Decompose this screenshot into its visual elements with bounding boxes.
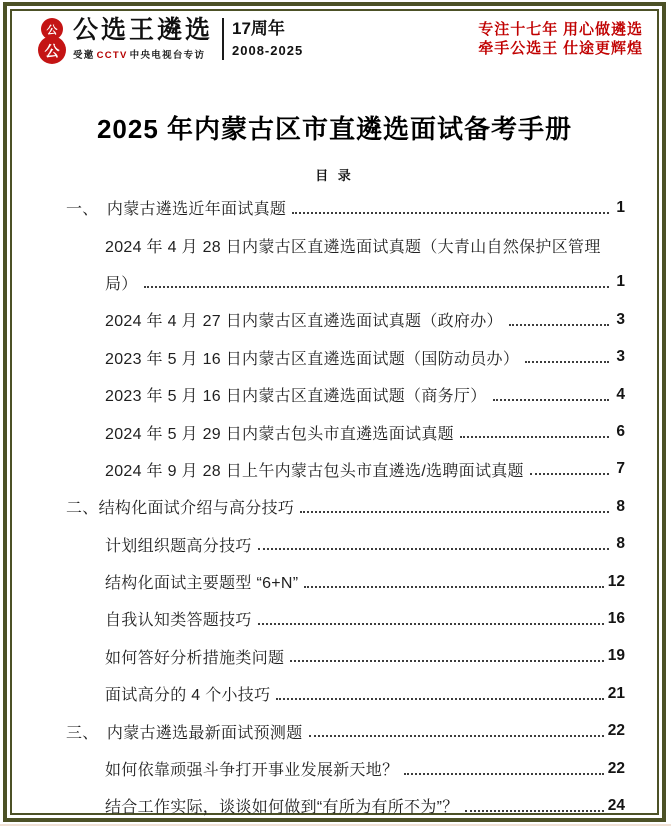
- toc-entry-text: 自我认知类答题技巧: [105, 612, 252, 630]
- toc-entry-text: 2023 年 5 月 16 日内蒙古区直遴选面试题（商务厅）: [105, 388, 487, 406]
- toc-entry-text: 计划组织题高分技巧: [105, 537, 252, 555]
- brand: [38, 16, 303, 65]
- anniversary-label: 17周年: [232, 19, 285, 38]
- toc-entry[interactable]: [66, 600, 625, 637]
- toc-entry-page: 1: [616, 273, 625, 291]
- toc-entry[interactable]: [66, 488, 625, 525]
- toc-entry-text: 如何答好分析措施类问题: [105, 649, 285, 667]
- toc-entry-page: 22: [607, 759, 625, 777]
- dot-leader: [309, 735, 604, 737]
- toc-entry-text: 2024 年 5 月 29 日内蒙古包头市直遴选面试真题: [105, 425, 454, 443]
- toc-entry-page: 12: [607, 572, 625, 590]
- toc-entry-text: 如何依靠顽强斗争打开事业发展新天地？: [105, 762, 399, 780]
- year-range: 2008-2025: [232, 43, 304, 58]
- slogan-line1: 专注十七年 用心做遴选: [478, 22, 643, 38]
- toc-entry[interactable]: [66, 189, 625, 226]
- toc-entry-page: 4: [616, 385, 625, 403]
- brand-text: [73, 16, 213, 61]
- toc-entry[interactable]: [66, 413, 625, 450]
- dot-leader: [144, 286, 609, 288]
- slogan-line2: 牵手公选王 仕途更辉煌: [478, 41, 643, 57]
- toc-entry-text: 2024 年 4 月 28 日内蒙古区直遴选面试真题（大青山自然保护区管理: [105, 238, 601, 256]
- cctv-logo: CCTV: [96, 50, 128, 61]
- toc-entry-page: 1: [616, 198, 625, 216]
- anniversary-block: [232, 16, 303, 58]
- dot-leader: [493, 399, 609, 401]
- brand-subtitle: [73, 47, 213, 61]
- dot-leader: [525, 361, 609, 363]
- document-title: 2025 年内蒙古区市直遴选面试备考手册: [96, 114, 573, 144]
- dot-leader: [404, 773, 603, 775]
- toc-entry[interactable]: [66, 226, 625, 263]
- toc-entry[interactable]: [66, 376, 625, 413]
- toc-entry[interactable]: [66, 264, 625, 301]
- toc-entry[interactable]: [66, 451, 625, 488]
- toc-entry[interactable]: [66, 301, 625, 338]
- toc-entry-text: 2023 年 5 月 16 日内蒙古区直遴选面试题（国防动员办）: [105, 350, 520, 368]
- dot-leader: [276, 698, 603, 700]
- brand-name: 公选王遴选: [73, 17, 214, 44]
- dot-leader: [290, 660, 603, 662]
- toc-entry-page: 24: [607, 796, 625, 814]
- header: [14, 12, 655, 74]
- toc-heading: 目 录: [315, 168, 354, 183]
- brand-subtitle-suffix: 中央电视台专访: [129, 50, 206, 61]
- dot-leader: [530, 473, 609, 475]
- dot-leader: [258, 623, 604, 625]
- dot-leader: [300, 511, 609, 513]
- toc-entry[interactable]: [66, 563, 625, 600]
- dot-leader: [509, 324, 609, 326]
- toc-entry-page: 8: [616, 497, 625, 515]
- toc-entry-page: 22: [607, 722, 625, 740]
- dot-leader: [460, 436, 609, 438]
- toc-entry-text: 2024 年 4 月 27 日内蒙古区直遴选面试真题（政府办）: [105, 313, 503, 331]
- toc-entry[interactable]: [66, 787, 625, 824]
- toc-entry-text: 三、 内蒙古遴选最新面试预测题: [66, 724, 303, 742]
- toc-entry-page: 19: [607, 647, 625, 665]
- toc-entry-text: 结构化面试主要题型 “6+N”: [105, 575, 299, 593]
- svg-text:公: 公: [46, 24, 58, 37]
- toc-entry[interactable]: [66, 712, 625, 749]
- toc-entry[interactable]: [66, 675, 625, 712]
- page-content: [14, 12, 655, 817]
- toc-entry-text: 2024 年 9 月 28 日上午内蒙古包头市直遴选/选聘面试真题: [105, 462, 524, 480]
- toc-entry-page: 16: [607, 609, 625, 627]
- toc-entry[interactable]: [66, 526, 625, 563]
- toc-entry-page: 8: [616, 535, 625, 553]
- toc-entry[interactable]: [66, 750, 625, 787]
- toc-entry-page: 6: [616, 423, 625, 441]
- toc-entry-page: 3: [616, 348, 625, 366]
- brand-divider: [222, 18, 224, 60]
- toc-entry-text: 二、结构化面试介绍与高分技巧: [66, 500, 295, 518]
- toc-entry[interactable]: [66, 339, 625, 376]
- dot-leader: [292, 212, 609, 214]
- toc-entry-page: 21: [607, 684, 625, 702]
- toc-entry-page: 3: [616, 310, 625, 328]
- toc-entry-page: 7: [616, 460, 625, 478]
- toc-entry-text: 一、 内蒙古遴选近年面试真题: [66, 201, 287, 219]
- toc-entry-text: 面试高分的 4 个小技巧: [105, 687, 271, 705]
- toc-entry[interactable]: [66, 638, 625, 675]
- brand-logo-icon: [38, 17, 66, 65]
- toc-entry-text: 局）: [105, 275, 138, 293]
- slogan: [478, 21, 643, 59]
- dot-leader: [258, 548, 609, 550]
- page-edge: [0, 824, 671, 826]
- svg-text:公: 公: [44, 43, 60, 60]
- dot-leader: [465, 810, 604, 812]
- brand-subtitle-prefix: 受邀: [73, 50, 95, 61]
- dot-leader: [304, 586, 603, 588]
- table-of-contents: [66, 189, 625, 825]
- toc-entry-text: 结合工作实际，谈谈如何做到“有所为有所不为”？: [105, 799, 459, 817]
